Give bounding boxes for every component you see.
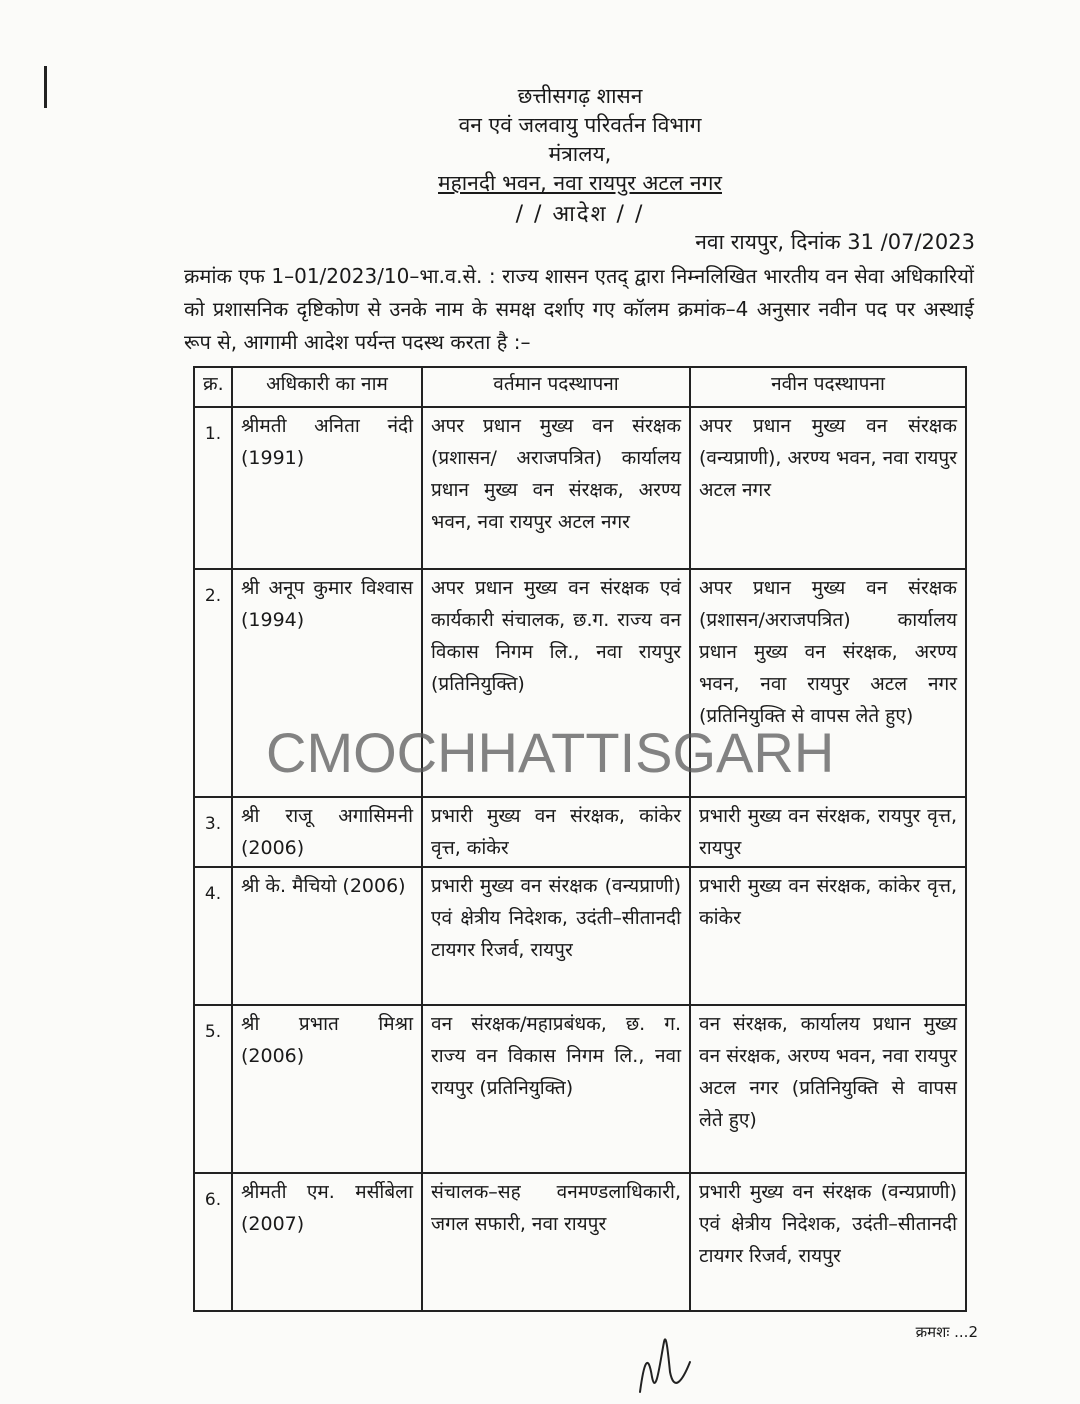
table-row: [194, 1173, 966, 1311]
row-new-posting: अपर प्रधान मुख्य वन संरक्षक (प्रशासन/अराजपत्रित) कार्यालय प्रधान मुख्य वन संरक्षक, अरण्य भवन, नवा रायपुर अटल नगर (प्रतिनियुक्ति से वापस लेते हुए): [690, 569, 966, 797]
table-row: [194, 1005, 966, 1173]
row-officer-name: श्री राजू अगासिमनी (2006): [232, 797, 422, 867]
row-current-posting: प्रभारी मुख्य वन संरक्षक (वन्यप्राणी) एवं क्षेत्रीय निदेशक, उदंती–सीतानदी टायगर रिजर्व, रायपुर: [422, 867, 690, 1005]
watermark: CMOCHHATTISGARH: [266, 721, 835, 784]
row-current-posting: अपर प्रधान मुख्य वन संरक्षक (प्रशासन/ अराजपत्रित) कार्यालय प्रधान मुख्य वन संरक्षक, अरण्य भवन, नवा रायपुर अटल नगर: [422, 407, 690, 569]
table-header-row: [194, 367, 966, 407]
col-header-name: अधिकारी का नाम: [232, 367, 422, 407]
table-row: [194, 797, 966, 867]
row-officer-name: श्री के. मैचियो (2006): [232, 867, 422, 1005]
row-current-posting: वन संरक्षक/महाप्रबंधक, छ. ग. राज्य वन विकास निगम लि., नवा रायपुर (प्रतिनियुक्ति): [422, 1005, 690, 1173]
row-sn: 6.: [194, 1173, 232, 1311]
letterhead: [0, 82, 1080, 198]
row-sn: 2.: [194, 569, 232, 797]
signature-scribble: [630, 1322, 710, 1402]
row-officer-name: श्री प्रभात मिश्रा (2006): [232, 1005, 422, 1173]
row-sn: 3.: [194, 797, 232, 867]
office-address: महानदी भवन, नवा रायपुर अटल नगर: [438, 171, 722, 195]
govt-name: छत्तीसगढ़ शासन: [517, 84, 643, 108]
table-row: [194, 407, 966, 569]
row-sn: 4.: [194, 867, 232, 1005]
row-new-posting: प्रभारी मुख्य वन संरक्षक, रायपुर वृत्त, रायपुर: [690, 797, 966, 867]
order-title: / / आदेश / /: [515, 202, 645, 227]
row-new-posting: प्रभारी मुख्य वन संरक्षक, कांकेर वृत्त, कांकेर: [690, 867, 966, 1005]
row-sn: 1.: [194, 407, 232, 569]
row-current-posting: संचालक–सह वनमण्डलाधिकारी, जगल सफारी, नवा रायपुर: [422, 1173, 690, 1311]
row-officer-name: श्री अनूप कुमार विश्वास (1994): [232, 569, 422, 797]
row-new-posting: प्रभारी मुख्य वन संरक्षक (वन्यप्राणी) एवं क्षेत्रीय निदेशक, उदंती–सीतानदी टायगर रिजर्व, रायपुर: [690, 1173, 966, 1311]
intro-paragraph: क्रमांक एफ 1–01/2023/10–भा.व.से. : राज्य शासन एतद् द्वारा निम्नलिखित भारतीय वन सेवा अधिकारियों को प्रशासनिक दृष्टिकोण से उनके नाम के समक्ष दर्शाए गए कॉलम क्रमांक–4 अनुसार नवीन पद पर अस्थाई रूप से, आगामी आदेश पर्यन्त पदस्थ करता है :–: [184, 264, 974, 354]
ministry-name: मंत्रालय,: [548, 142, 612, 166]
col-header-new: नवीन पदस्थापना: [690, 367, 966, 407]
department-name: वन एवं जलवायु परिवर्तन विभाग: [458, 113, 702, 137]
col-header-current: वर्तमान पदस्थापना: [422, 367, 690, 407]
row-new-posting: वन संरक्षक, कार्यालय प्रधान मुख्य वन संरक्षक, अरण्य भवन, नवा रायपुर अटल नगर (प्रतिनियुक्ति से वापस लेते हुए): [690, 1005, 966, 1173]
row-officer-name: श्रीमती अनिता नंदी (1991): [232, 407, 422, 569]
row-officer-name: श्रीमती एम. मर्सीबेला (2007): [232, 1173, 422, 1311]
col-header-sn: क्र.: [194, 367, 232, 407]
dateline: नवा रायपुर, दिनांक 31 /07/2023: [695, 230, 975, 254]
row-sn: 5.: [194, 1005, 232, 1173]
row-current-posting: प्रभारी मुख्य वन संरक्षक, कांकेर वृत्त, कांकेर: [422, 797, 690, 867]
row-current-posting: अपर प्रधान मुख्य वन संरक्षक एवं कार्यकारी संचालक, छ.ग. राज्य वन विकास निगम लि., नवा रायपुर (प्रतिनियुक्ति): [422, 569, 690, 797]
table-row: [194, 569, 966, 797]
row-new-posting: अपर प्रधान मुख्य वन संरक्षक (वन्यप्राणी), अरण्य भवन, नवा रायपुर अटल नगर: [690, 407, 966, 569]
table-row: [194, 867, 966, 1005]
posting-table: [193, 366, 967, 1312]
continued-note: क्रमशः ...2: [915, 1323, 978, 1341]
